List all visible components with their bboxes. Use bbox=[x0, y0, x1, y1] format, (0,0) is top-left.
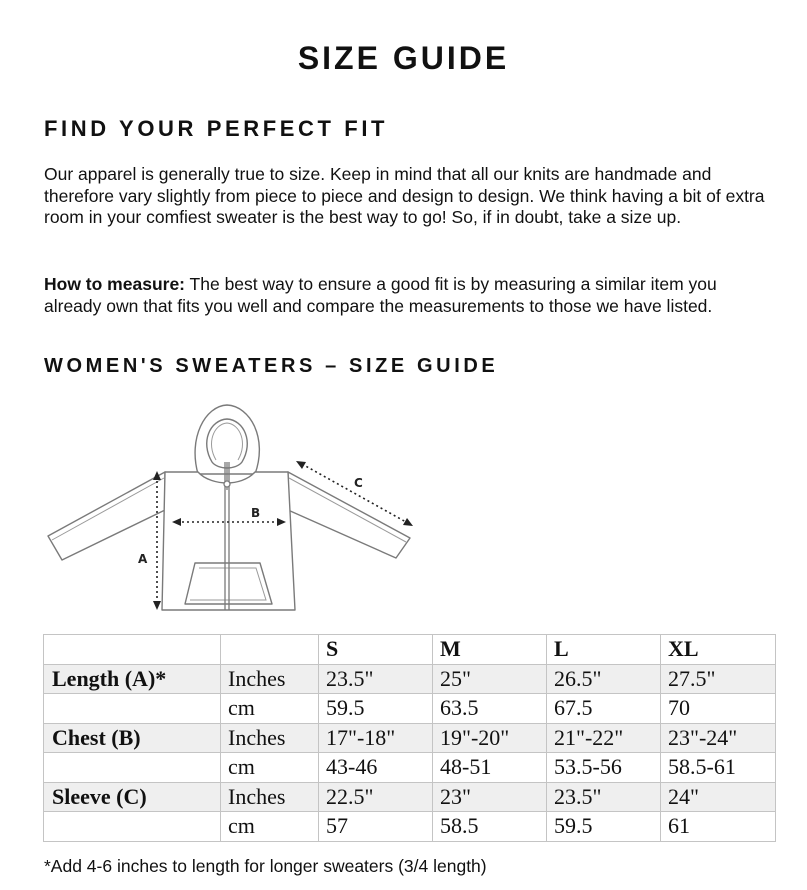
size-header-row bbox=[44, 635, 776, 665]
table-row bbox=[44, 723, 776, 753]
row-value: 59.5 bbox=[319, 694, 433, 724]
row-value: 27.5" bbox=[661, 664, 776, 694]
size-header-xl: XL bbox=[661, 635, 776, 665]
header-empty-cell bbox=[44, 635, 221, 665]
row-unit: Inches bbox=[221, 782, 319, 812]
row-value: 26.5" bbox=[547, 664, 661, 694]
row-label bbox=[44, 812, 221, 842]
row-label: Chest (B) bbox=[44, 723, 221, 753]
womens-heading: WOMEN'S SWEATERS – SIZE GUIDE bbox=[44, 355, 499, 377]
table-row bbox=[44, 812, 776, 842]
row-label: Sleeve (C) bbox=[44, 782, 221, 812]
row-value: 58.5-61 bbox=[661, 753, 776, 783]
size-header-s: S bbox=[319, 635, 433, 665]
diagram-label-b: B bbox=[251, 506, 261, 520]
row-value: 25" bbox=[433, 664, 547, 694]
measure-paragraph bbox=[44, 274, 769, 317]
row-unit: Inches bbox=[221, 664, 319, 694]
row-value: 22.5" bbox=[319, 782, 433, 812]
row-value: 57 bbox=[319, 812, 433, 842]
hoodie-measurement-diagram bbox=[40, 398, 425, 618]
row-value: 21"-22" bbox=[547, 723, 661, 753]
row-value: 23" bbox=[433, 782, 547, 812]
table-row bbox=[44, 694, 776, 724]
diagram-label-a: A bbox=[138, 552, 148, 566]
table-row bbox=[44, 753, 776, 783]
fit-heading: FIND YOUR PERFECT FIT bbox=[44, 116, 389, 141]
row-value: 19"-20" bbox=[433, 723, 547, 753]
row-label: Length (A)* bbox=[44, 664, 221, 694]
row-value: 23"-24" bbox=[661, 723, 776, 753]
table-row bbox=[44, 782, 776, 812]
row-value: 58.5 bbox=[433, 812, 547, 842]
row-label bbox=[44, 753, 221, 783]
row-unit: cm bbox=[221, 694, 319, 724]
row-value: 17"-18" bbox=[319, 723, 433, 753]
row-value: 61 bbox=[661, 812, 776, 842]
row-value: 59.5 bbox=[547, 812, 661, 842]
row-label bbox=[44, 694, 221, 724]
page-title: SIZE GUIDE bbox=[297, 40, 510, 76]
row-unit: Inches bbox=[221, 723, 319, 753]
row-value: 24" bbox=[661, 782, 776, 812]
row-value: 70 bbox=[661, 694, 776, 724]
size-header-m: M bbox=[433, 635, 547, 665]
row-value: 43-46 bbox=[319, 753, 433, 783]
measure-text: The best way to ensure a good fit is by measuring a similar item you already own that fits you well and compare the measurements to those we have listed. bbox=[44, 274, 717, 316]
row-value: 53.5-56 bbox=[547, 753, 661, 783]
row-unit: cm bbox=[221, 753, 319, 783]
row-value: 23.5" bbox=[547, 782, 661, 812]
footnote: *Add 4-6 inches to length for longer sweaters (3/4 length) bbox=[44, 856, 487, 876]
row-unit: cm bbox=[221, 812, 319, 842]
diagram-label-c: C bbox=[354, 476, 363, 490]
measure-label: How to measure: bbox=[44, 274, 185, 294]
row-value: 23.5" bbox=[319, 664, 433, 694]
row-value: 67.5 bbox=[547, 694, 661, 724]
row-value: 48-51 bbox=[433, 753, 547, 783]
header-unit-cell bbox=[221, 635, 319, 665]
size-table bbox=[43, 634, 776, 842]
size-header-l: L bbox=[547, 635, 661, 665]
fit-paragraph: Our apparel is generally true to size. Keep in mind that all our knits are handmade and therefore vary slightly from piece to piece and design to design. We think having a bit of extra room in your comfiest sweater is the best way to go! So, if in doubt, take a size up. bbox=[44, 164, 765, 227]
table-row bbox=[44, 664, 776, 694]
row-value: 63.5 bbox=[433, 694, 547, 724]
